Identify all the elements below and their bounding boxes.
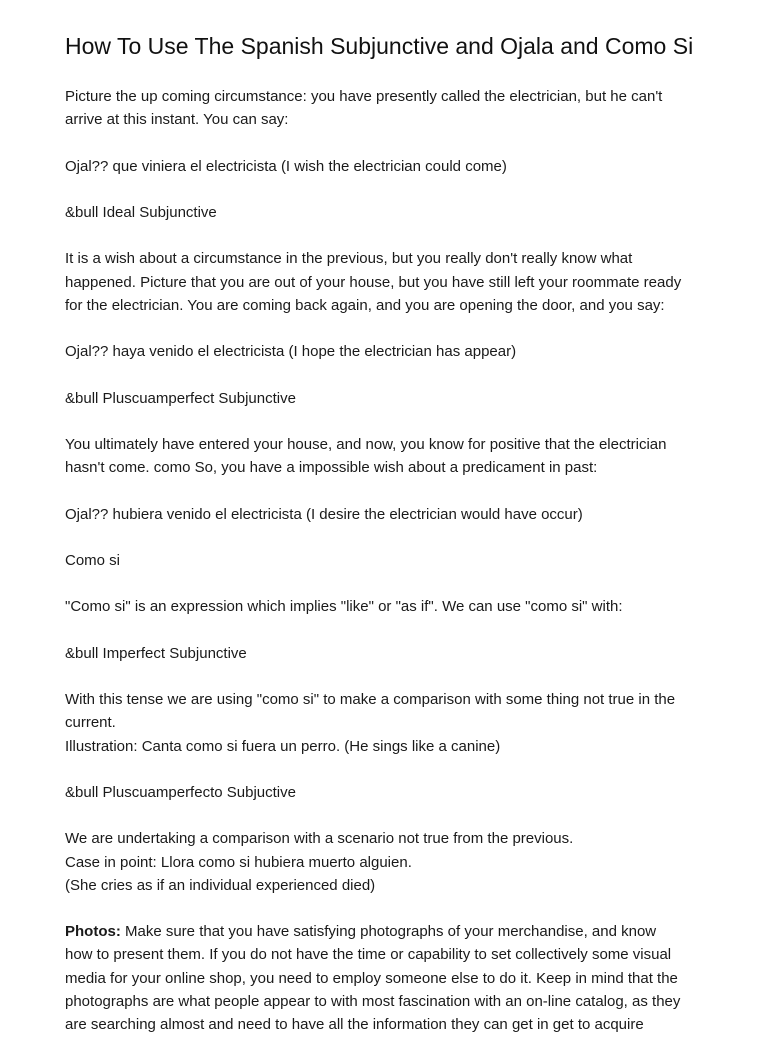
text-line: how to present them. If you do not have the time or capability to set collectively some visual — [65, 946, 672, 964]
paragraph — [65, 433, 710, 479]
text-line: We are undertaking a comparison with a scenario not true from the previous. — [65, 830, 574, 848]
paragraph — [65, 595, 710, 618]
text-line: You ultimately have entered your house, and now, you know for positive that the electrician — [65, 435, 667, 453]
paragraph — [65, 688, 710, 758]
text-line: Picture the up coming circumstance: you have presently called the electrician, but he can't — [65, 88, 663, 105]
paragraph — [65, 781, 710, 804]
paragraph — [65, 201, 710, 224]
paragraph — [65, 85, 710, 131]
text-line: photographs are what people appear to with most fascination with an on-line catalog, as they — [65, 992, 681, 1010]
text-line: Como si — [65, 551, 121, 569]
text-line: Ojal?? haya venido el electricista (I hope the electrician has appear) — [65, 343, 517, 361]
text-line: "Como si" is an expression which implies "like" or "as if". We can use "como si" with: — [65, 598, 623, 616]
text-line: With this tense we are using "como si" to make a comparison with some thing not true in the — [65, 691, 676, 709]
text-line: &bull Imperfect Subjunctive — [65, 644, 247, 662]
text-line: happened. Picture that you are out of your house, but you have still left your roommate ready — [65, 273, 682, 291]
text-line: (She cries as if an individual experienced died) — [65, 876, 376, 894]
document-body — [65, 85, 710, 1059]
text-line: &bull Pluscuamperfect Subjunctive — [65, 389, 296, 407]
text-line: current. — [65, 714, 116, 732]
text-line: Case in point: Llora como si hubiera muerto alguien. — [65, 853, 412, 871]
text-line — [65, 920, 710, 943]
text-line: media for your online shop, you need to employ someone else to do it. Keep in mind that the — [65, 969, 678, 987]
text-line: &bull Pluscuamperfecto Subjuctive — [65, 783, 296, 801]
paragraph — [65, 387, 710, 410]
paragraph — [65, 155, 710, 178]
photos-paragraph — [65, 920, 710, 1036]
paragraph — [65, 247, 710, 317]
text-line: Ojal?? hubiera venido el electricista (I desire the electrician would have occur) — [65, 505, 583, 523]
paragraph — [65, 827, 710, 897]
text-line: hasn't come. como So, you have a impossible wish about a predicament in past: — [65, 459, 598, 477]
photos-text: Make sure that you have satisfying photographs of your merchandise, and know — [120, 923, 657, 941]
paragraph — [65, 503, 710, 526]
text-line: are searching almost and need to have all the information they can get in get to acquire — [65, 1015, 644, 1033]
text-line: It is a wish about a circumstance in the previous, but you really don't really know what — [65, 250, 633, 268]
paragraph — [65, 549, 710, 572]
photos-label: Photos: — [65, 923, 121, 941]
text-line: arrive at this instant. You can say: — [65, 111, 289, 129]
paragraph — [65, 642, 710, 665]
text-line: Illustration: Canta como si fuera un perro. (He sings like a canine) — [65, 737, 501, 755]
text-line: Ojal?? que viniera el electricista (I wish the electrician could come) — [65, 157, 507, 175]
paragraph — [65, 340, 710, 363]
text-line: for the electrician. You are coming back again, and you are opening the door, and you say: — [65, 296, 665, 314]
text-line: &bull Ideal Subjunctive — [65, 203, 217, 221]
document-title: How To Use The Spanish Subjunctive and Ojala and Como Si — [65, 33, 694, 59]
